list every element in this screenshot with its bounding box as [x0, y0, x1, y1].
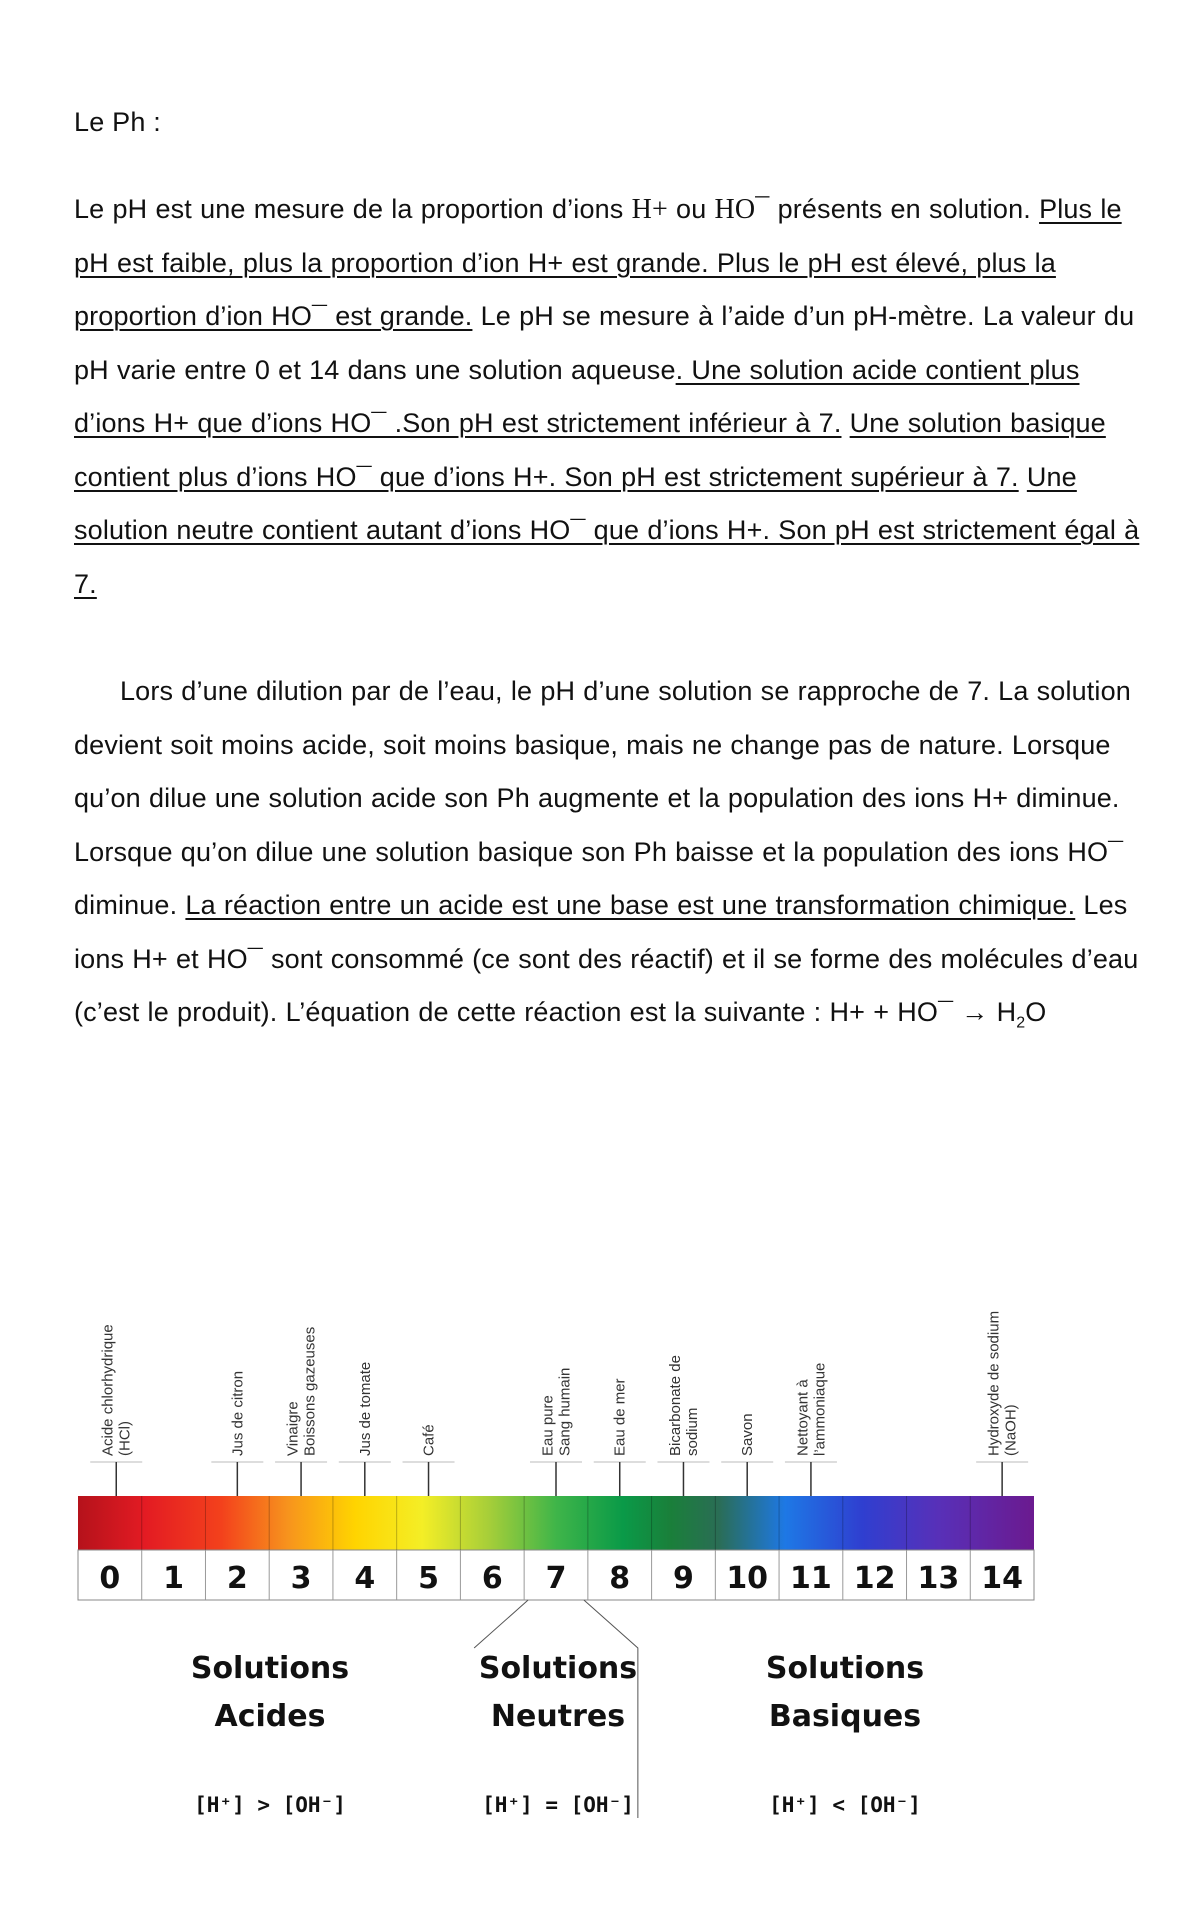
ph-number: 13 — [917, 1561, 960, 1596]
substance-label — [986, 1311, 1020, 1456]
category-line2: Basiques — [768, 1699, 922, 1734]
underlined-text: La réaction entre un acide est une base est une transformation chimique. — [185, 890, 1076, 920]
substance-label — [229, 1371, 246, 1456]
substance-name: Eau pure — [539, 1395, 557, 1456]
underlined-text: Une solution neutre contient autant d’ions HO¯ que d’ions H+. Son pH est strictement égal à 7. — [74, 461, 1140, 599]
ph-number: 6 — [481, 1561, 503, 1596]
substance-name: Jus de citron — [229, 1370, 247, 1456]
substance-label — [794, 1363, 828, 1456]
substance-name: l’ammoniaque — [811, 1362, 829, 1456]
underlined-text: Plus le pH est faible, plus la proportion d’ion H+ est grande. Plus le pH est élevé, plus la proportion d’ion HO¯ est grande. — [74, 194, 1122, 331]
ph-number: 5 — [418, 1561, 439, 1596]
paragraph-definition — [74, 183, 1154, 611]
body-text: Le pH se mesure à l’aide d’un pH-mètre. La valeur du pH varie entre 0 et 14 dans une solution aqueuse — [74, 301, 1135, 385]
substance-name: Café — [420, 1424, 438, 1456]
ph-number: 10 — [726, 1561, 769, 1596]
substance-label — [285, 1327, 319, 1456]
body-text: Lors d’une dilution par de l’eau, le pH d’une solution se rapproche de 7. La solution devient soit moins acide, soit moins basique, mais ne change pas de nature. Lorsque qu’on dilue une solution acide son Ph augmente et la population des ions H+ diminue. Lorsque qu’on dilue une solution basique son Ph baisse et la population des ions HO¯ diminue. — [74, 676, 1131, 920]
category-line2: Acides — [214, 1699, 326, 1734]
ph-color-bar — [78, 1496, 1034, 1550]
ph-number: 12 — [853, 1561, 896, 1596]
underlined-text: Une solution basique contient plus d’ions HO¯ que d’ions H+. Son pH est strictement supérieur à 7. — [74, 408, 1106, 492]
substance-name: Sang humain — [556, 1367, 574, 1456]
body-text: ou — [667, 194, 715, 224]
substance-name: (NaOH) — [1002, 1404, 1020, 1456]
ph-number: 2 — [226, 1561, 248, 1596]
substance-label — [739, 1413, 756, 1456]
substance-name: Hydroxyde de sodium — [985, 1310, 1003, 1456]
category-line2: Neutres — [490, 1699, 626, 1734]
substance-name: Acide chlorhydrique — [99, 1324, 117, 1456]
category-relation: [H⁺] > [OH⁻] — [194, 1793, 346, 1817]
substance-name: Nettoyant à — [794, 1379, 812, 1456]
document-title: Le Ph : — [74, 107, 161, 137]
substance-labels — [90, 1311, 1028, 1520]
body-text: présents en solution. — [769, 194, 1040, 224]
ph-number: 14 — [981, 1561, 1024, 1596]
substance-name: (HCl) — [116, 1421, 134, 1456]
underlined-text: . Une solution acide contient plus d’ions H+ que d’ions HO¯ .Son pH est strictement inférieur à 7. — [74, 354, 1080, 438]
ph-number: 9 — [673, 1561, 694, 1596]
body-text — [1019, 462, 1027, 492]
substance-name: Bicarbonate de — [666, 1355, 684, 1456]
substance-label — [667, 1355, 701, 1456]
category-relation: [H⁺] = [OH⁻] — [482, 1793, 634, 1817]
substance-name: Boissons gazeuses — [301, 1326, 319, 1456]
substance-name: Jus de tomate — [356, 1361, 374, 1456]
substance-label — [540, 1368, 574, 1456]
category-line1: Solutions — [478, 1651, 638, 1686]
body-text: Le pH est une mesure de la proportion d’ions — [74, 194, 632, 224]
category-relation: [H⁺] < [OH⁻] — [769, 1793, 921, 1817]
neutral-bracket-left — [474, 1600, 528, 1648]
substance-label — [612, 1378, 629, 1456]
substance-name: Eau de mer — [611, 1378, 629, 1456]
substance-name: Savon — [739, 1413, 757, 1456]
body-text: HO¯ — [714, 194, 770, 225]
ph-number: 4 — [354, 1561, 376, 1596]
category-line1: Solutions — [190, 1651, 350, 1686]
water-formula-tail: O — [1025, 997, 1047, 1027]
substance-label — [100, 1324, 134, 1456]
body-text: H+ — [631, 194, 668, 225]
substance-name: sodium — [683, 1407, 701, 1456]
solution-categories — [191, 1651, 924, 1817]
ph-number: 8 — [609, 1561, 631, 1596]
body-text: Les ions H+ et HO¯ sont consommé (ce sont des réactif) et il se forme des molécules d’eau (c’est le produit). L’équation de cette réaction est la suivante : H+ + HO¯ → H — [74, 890, 1139, 1027]
ph-scale-figure — [70, 1258, 1050, 1828]
category-line1: Solutions — [765, 1651, 925, 1686]
ph-number: 0 — [99, 1561, 121, 1596]
ph-number: 7 — [545, 1561, 567, 1596]
ph-number: 1 — [163, 1561, 185, 1596]
ph-number: 3 — [290, 1561, 312, 1596]
paragraph-dilution — [74, 665, 1154, 1040]
body-text — [841, 408, 849, 438]
substance-label — [421, 1424, 438, 1456]
substance-name: Vinaigre — [284, 1401, 302, 1456]
ph-number: 11 — [790, 1561, 832, 1596]
substance-label — [357, 1362, 374, 1456]
ph-number-row — [78, 1550, 1034, 1600]
water-subscript: 2 — [1016, 1014, 1026, 1032]
